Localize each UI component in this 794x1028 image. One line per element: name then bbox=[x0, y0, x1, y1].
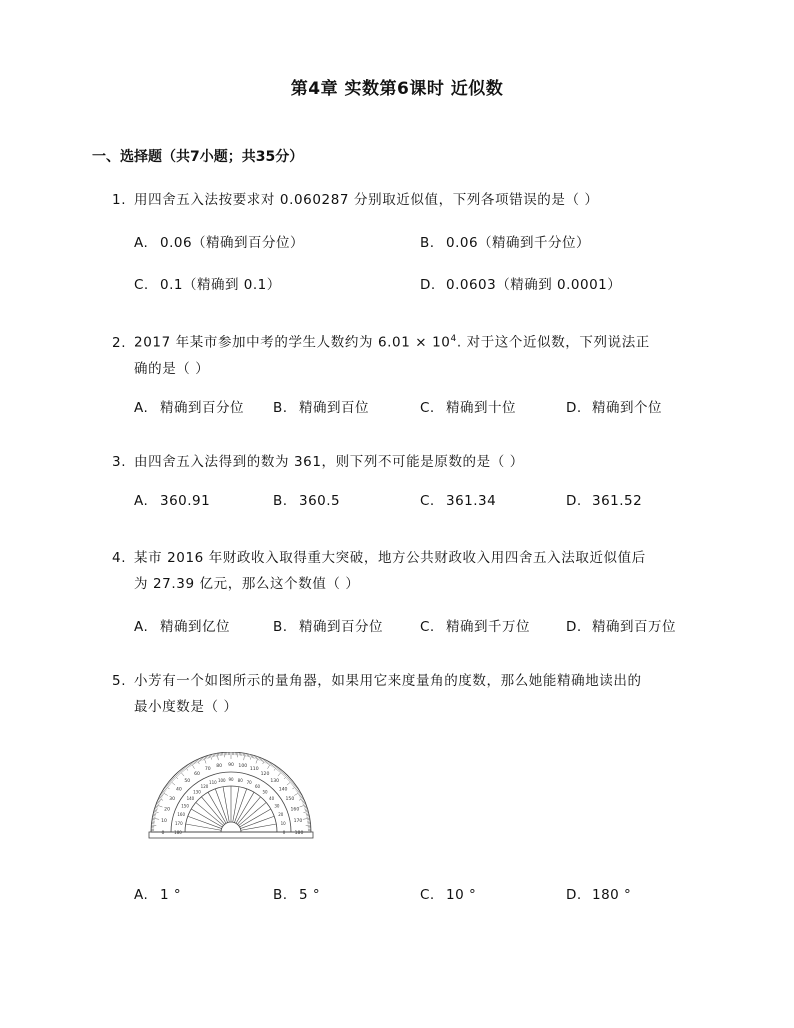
protractor-tick bbox=[304, 806, 307, 807]
protractor-tick bbox=[306, 813, 309, 814]
protractor-tick bbox=[256, 757, 258, 764]
protractor-tick bbox=[204, 757, 206, 764]
protractor-radial bbox=[240, 816, 274, 828]
protractor-tick bbox=[284, 775, 288, 779]
protractor-outer-label: 100 bbox=[238, 764, 248, 770]
protractor-radial bbox=[234, 789, 246, 823]
protractor-tick bbox=[156, 803, 159, 804]
section-heading: 一、选择题（共7小题；共35分） bbox=[92, 149, 304, 165]
protractor-figure bbox=[146, 752, 316, 842]
protractor-tick bbox=[154, 811, 159, 812]
question-text-line2: 确的是（ ） bbox=[134, 360, 210, 377]
protractor-tick bbox=[217, 753, 218, 760]
protractor-tick bbox=[295, 787, 297, 789]
protractor-inner-label: 130 bbox=[193, 789, 201, 795]
protractor-outer-label: 40 bbox=[175, 787, 182, 793]
protractor-inner-label: 80 bbox=[237, 777, 243, 783]
protractor-tick bbox=[254, 755, 255, 758]
question-text-cont: . 对于这个近似数，下列说法正 bbox=[456, 334, 650, 351]
q1-option-d[interactable]: D. 0.0603（精确到 0.0001） bbox=[420, 277, 622, 293]
protractor-tick bbox=[255, 756, 256, 759]
protractor-outer-label: 10 bbox=[161, 819, 167, 825]
protractor-tick bbox=[300, 797, 303, 798]
protractor-tick bbox=[301, 799, 304, 800]
protractor-tick bbox=[292, 783, 294, 785]
protractor-tick bbox=[196, 760, 197, 763]
protractor-outer-label: 70 bbox=[204, 767, 211, 773]
protractor-outer-label: 140 bbox=[278, 787, 288, 793]
q1-option-c[interactable]: C. 0.1（精确到 0.1） bbox=[134, 277, 281, 293]
protractor-tick bbox=[174, 775, 178, 779]
protractor-tick bbox=[278, 769, 280, 771]
q3-option-d[interactable]: D. 361.52 bbox=[566, 493, 643, 509]
protractor-tick bbox=[287, 777, 289, 779]
protractor-radial bbox=[188, 816, 222, 828]
protractor-tick bbox=[208, 755, 209, 758]
protractor-tick bbox=[265, 760, 266, 763]
protractor-outer-label: 80 bbox=[216, 764, 223, 770]
exponent: 4 bbox=[450, 334, 457, 344]
protractor-tick bbox=[296, 790, 299, 792]
protractor-tick bbox=[300, 796, 303, 797]
protractor-tick bbox=[156, 805, 163, 807]
question-3 bbox=[112, 449, 524, 475]
question-text-line2: 最小度数是（ ） bbox=[134, 699, 238, 715]
q1-option-a[interactable]: A. 0.06（精确到百分位） bbox=[134, 235, 305, 251]
protractor-tick bbox=[286, 776, 288, 778]
protractor-tick bbox=[166, 785, 168, 787]
protractor-tick bbox=[161, 793, 164, 794]
question-number: 5. bbox=[112, 673, 127, 689]
protractor-tick bbox=[289, 780, 291, 782]
protractor-tick bbox=[300, 805, 307, 807]
protractor-tick bbox=[306, 815, 309, 816]
protractor-tick bbox=[272, 764, 274, 767]
question-text: 由四舍五入法得到的数为 361，则下列不可能是原数的是（ ） bbox=[134, 454, 524, 470]
protractor-tick bbox=[157, 801, 160, 802]
question-number: 2. bbox=[112, 334, 127, 351]
protractor-tick bbox=[160, 796, 163, 797]
protractor-tick bbox=[206, 756, 207, 759]
protractor-tick bbox=[244, 753, 245, 760]
protractor-tick bbox=[192, 762, 193, 765]
question-4 bbox=[112, 545, 646, 597]
protractor-outer-label: 170 bbox=[293, 819, 303, 825]
protractor-tick bbox=[210, 755, 211, 760]
protractor-tick bbox=[284, 773, 286, 775]
question-1 bbox=[112, 187, 599, 213]
protractor-tick bbox=[302, 802, 305, 803]
protractor-tick bbox=[153, 815, 156, 816]
protractor-tick bbox=[268, 763, 272, 769]
protractor-tick bbox=[303, 818, 310, 819]
protractor-tick bbox=[266, 761, 267, 764]
protractor-tick bbox=[169, 782, 171, 784]
protractor-tick bbox=[195, 761, 196, 764]
protractor-tick bbox=[177, 773, 179, 775]
protractor-tick bbox=[305, 810, 308, 811]
protractor-tick bbox=[267, 761, 268, 764]
protractor-tick bbox=[303, 803, 306, 804]
question-5 bbox=[112, 668, 642, 720]
protractor-inner-label: 90 bbox=[228, 777, 234, 782]
protractor-tick bbox=[201, 758, 202, 761]
protractor-inner-label: 110 bbox=[209, 780, 217, 786]
protractor-tick bbox=[261, 758, 262, 761]
protractor-outer-label: 60 bbox=[194, 772, 200, 778]
protractor-inner-label: 170 bbox=[174, 820, 183, 826]
protractor-tick bbox=[181, 770, 183, 772]
protractor-tick bbox=[298, 793, 301, 794]
protractor-tick bbox=[292, 786, 296, 789]
protractor-tick bbox=[186, 766, 188, 768]
protractor-outer-label: 120 bbox=[260, 772, 270, 778]
protractor-tick bbox=[283, 773, 285, 775]
protractor-tick bbox=[209, 755, 210, 758]
protractor-tick bbox=[179, 772, 181, 774]
protractor-tick bbox=[165, 786, 169, 789]
protractor-tick bbox=[213, 754, 214, 757]
protractor-tick bbox=[274, 766, 277, 770]
protractor-tick bbox=[154, 809, 157, 810]
protractor-tick bbox=[183, 768, 185, 770]
protractor-inner-label: 30 bbox=[274, 803, 280, 809]
protractor-tick bbox=[307, 817, 310, 818]
protractor-tick bbox=[250, 755, 251, 760]
protractor-tick bbox=[198, 759, 199, 762]
question-number: 3. bbox=[112, 454, 127, 470]
q4-option-a[interactable]: A. 精确到亿位 bbox=[134, 619, 230, 635]
q5-option-c[interactable]: C. 10 ° bbox=[420, 887, 477, 903]
protractor-tick bbox=[202, 757, 203, 760]
protractor-tick bbox=[250, 754, 251, 757]
q3-option-c[interactable]: C. 361.34 bbox=[420, 493, 497, 509]
protractor-tick bbox=[164, 788, 167, 790]
protractor-radial bbox=[223, 787, 229, 822]
question-number: 4. bbox=[112, 550, 127, 566]
protractor-tick bbox=[155, 807, 158, 808]
question-text: 用四舍五入法按要求对 0.060287 分别取近似值，下列各项错误的是（ ） bbox=[134, 192, 599, 208]
protractor-tick bbox=[160, 794, 163, 795]
protractor-outer-label: 110 bbox=[249, 767, 259, 773]
q5-option-a[interactable]: A. 1 ° bbox=[134, 887, 182, 903]
protractor-tick bbox=[191, 763, 195, 769]
protractor-tick bbox=[184, 767, 186, 769]
protractor-tick bbox=[176, 773, 178, 775]
protractor-tick bbox=[165, 787, 167, 789]
protractor-tick bbox=[288, 778, 290, 780]
protractor-tick bbox=[248, 754, 249, 757]
protractor-tick bbox=[299, 794, 302, 795]
protractor-tick bbox=[292, 784, 294, 786]
protractor-tick bbox=[294, 792, 300, 796]
protractor-radial bbox=[215, 789, 227, 823]
q3-option-a[interactable]: A. 360.91 bbox=[134, 493, 211, 509]
protractor-tick bbox=[152, 817, 155, 818]
q2-option-c[interactable]: C. 精确到十位 bbox=[420, 400, 516, 416]
protractor-tick bbox=[185, 766, 188, 770]
protractor-radial bbox=[233, 787, 239, 822]
protractor-inner-label: 40 bbox=[269, 795, 275, 801]
protractor-tick bbox=[305, 809, 308, 810]
question-number: 1. bbox=[112, 192, 127, 208]
protractor-tick bbox=[247, 754, 248, 757]
q1-option-b[interactable]: B. 0.06（精确到千分位） bbox=[420, 235, 591, 251]
protractor-tick bbox=[216, 753, 217, 756]
protractor-tick bbox=[153, 814, 156, 815]
protractor-tick bbox=[163, 790, 166, 792]
q4-option-c[interactable]: C. 精确到千万位 bbox=[420, 619, 530, 635]
protractor-tick bbox=[212, 754, 213, 757]
protractor-inner-label: 60 bbox=[254, 784, 261, 790]
q2-option-a[interactable]: A. 精确到百分位 bbox=[134, 400, 244, 416]
question-text: 小芳有一个如图所示的量角器，如果用它来度量角的度数，那么她能精确地读出的 bbox=[134, 673, 642, 689]
protractor-tick bbox=[173, 776, 175, 778]
protractor-outer-label: 0 bbox=[161, 831, 165, 836]
protractor-tick bbox=[260, 758, 261, 761]
protractor-tick bbox=[190, 763, 192, 766]
protractor-outer-label: 130 bbox=[270, 778, 280, 784]
page-title: 第4章 实数第6课时 近似数 bbox=[290, 79, 504, 99]
question-text: 某市 2016 年财政收入取得重大突破，地方公共财政收入用四舍五入法取近似值后 bbox=[134, 550, 646, 566]
protractor-tick bbox=[214, 754, 215, 757]
protractor-radial bbox=[186, 824, 221, 830]
protractor-tick bbox=[175, 774, 177, 776]
protractor-inner-label: 100 bbox=[217, 777, 226, 783]
protractor-outer-label: 150 bbox=[285, 797, 295, 802]
protractor-tick bbox=[157, 802, 160, 803]
question-2 bbox=[112, 326, 650, 382]
protractor-tick bbox=[302, 801, 305, 802]
protractor-tick bbox=[276, 767, 278, 769]
protractor-tick bbox=[172, 778, 174, 780]
protractor-tick bbox=[155, 806, 158, 807]
protractor-tick bbox=[304, 807, 307, 808]
protractor-tick bbox=[167, 784, 169, 786]
protractor-tick bbox=[303, 811, 308, 812]
protractor-tick bbox=[193, 761, 194, 764]
protractor-tick bbox=[158, 799, 161, 800]
protractor-tick bbox=[291, 782, 293, 784]
protractor-tick bbox=[187, 765, 189, 768]
protractor-tick bbox=[306, 814, 309, 815]
protractor-inner-label: 20 bbox=[278, 811, 284, 817]
protractor-outer-label: 180 bbox=[294, 831, 304, 836]
protractor-tick bbox=[153, 813, 156, 814]
protractor-tick bbox=[284, 774, 286, 776]
protractor-tick bbox=[277, 768, 279, 770]
protractor-radial bbox=[241, 824, 276, 830]
q2-option-b[interactable]: B. 精确到百位 bbox=[273, 400, 369, 416]
protractor-tick bbox=[297, 791, 300, 793]
protractor-tick bbox=[262, 759, 263, 762]
q4-option-d[interactable]: D. 精确到百万位 bbox=[566, 619, 676, 635]
protractor-tick bbox=[246, 753, 247, 756]
protractor-tick bbox=[162, 791, 165, 793]
protractor-tick bbox=[168, 783, 170, 785]
protractor-inner-label: 140 bbox=[186, 795, 195, 801]
protractor-inner-label: 180 bbox=[174, 830, 182, 835]
q5-option-b[interactable]: B. 5 ° bbox=[273, 887, 321, 903]
protractor-tick bbox=[182, 769, 184, 771]
protractor-tick bbox=[256, 756, 257, 759]
protractor-inner-label: 10 bbox=[280, 820, 286, 826]
protractor-tick bbox=[279, 770, 281, 772]
q5-option-d[interactable]: D. 180 ° bbox=[566, 887, 632, 903]
protractor-tick bbox=[274, 766, 276, 768]
question-text: 2017 年某市参加中考的学生人数约为 6.01 × 10 bbox=[134, 334, 451, 351]
protractor-inner-label: 0 bbox=[282, 830, 286, 835]
q4-option-b[interactable]: B. 精确到百分位 bbox=[273, 619, 383, 635]
q2-option-d[interactable]: D. 精确到个位 bbox=[566, 400, 662, 416]
protractor-tick bbox=[252, 755, 253, 758]
protractor-tick bbox=[154, 810, 157, 811]
protractor-tick bbox=[205, 756, 206, 759]
protractor-tick bbox=[293, 785, 295, 787]
protractor-tick bbox=[171, 780, 173, 782]
protractor-tick bbox=[282, 772, 284, 774]
protractor-tick bbox=[296, 788, 299, 790]
protractor-tick bbox=[259, 757, 260, 760]
protractor-tick bbox=[152, 818, 159, 819]
protractor-tick bbox=[268, 762, 269, 765]
protractor-inner-label: 50 bbox=[262, 789, 268, 795]
protractor-inner-label: 160 bbox=[177, 811, 186, 817]
question-text-line2: 为 27.39 亿元，那么这个数值（ ） bbox=[134, 576, 360, 592]
protractor-outer-label: 90 bbox=[228, 763, 234, 768]
protractor-inner-label: 120 bbox=[200, 784, 209, 790]
protractor-tick bbox=[271, 763, 273, 766]
protractor-inner-label: 70 bbox=[246, 780, 252, 786]
protractor-outer-label: 160 bbox=[290, 807, 300, 813]
protractor-outer-label: 20 bbox=[164, 807, 171, 813]
protractor-tick bbox=[162, 792, 168, 796]
q3-option-b[interactable]: B. 360.5 bbox=[273, 493, 341, 509]
protractor-tick bbox=[189, 764, 191, 767]
protractor-tick bbox=[172, 777, 174, 779]
protractor-outer-label: 30 bbox=[169, 797, 176, 802]
protractor-inner-label: 150 bbox=[181, 803, 189, 809]
protractor-tick bbox=[273, 765, 275, 768]
protractor-outer-label: 50 bbox=[184, 778, 191, 784]
protractor-tick bbox=[159, 797, 162, 798]
protractor-tick bbox=[200, 758, 201, 761]
